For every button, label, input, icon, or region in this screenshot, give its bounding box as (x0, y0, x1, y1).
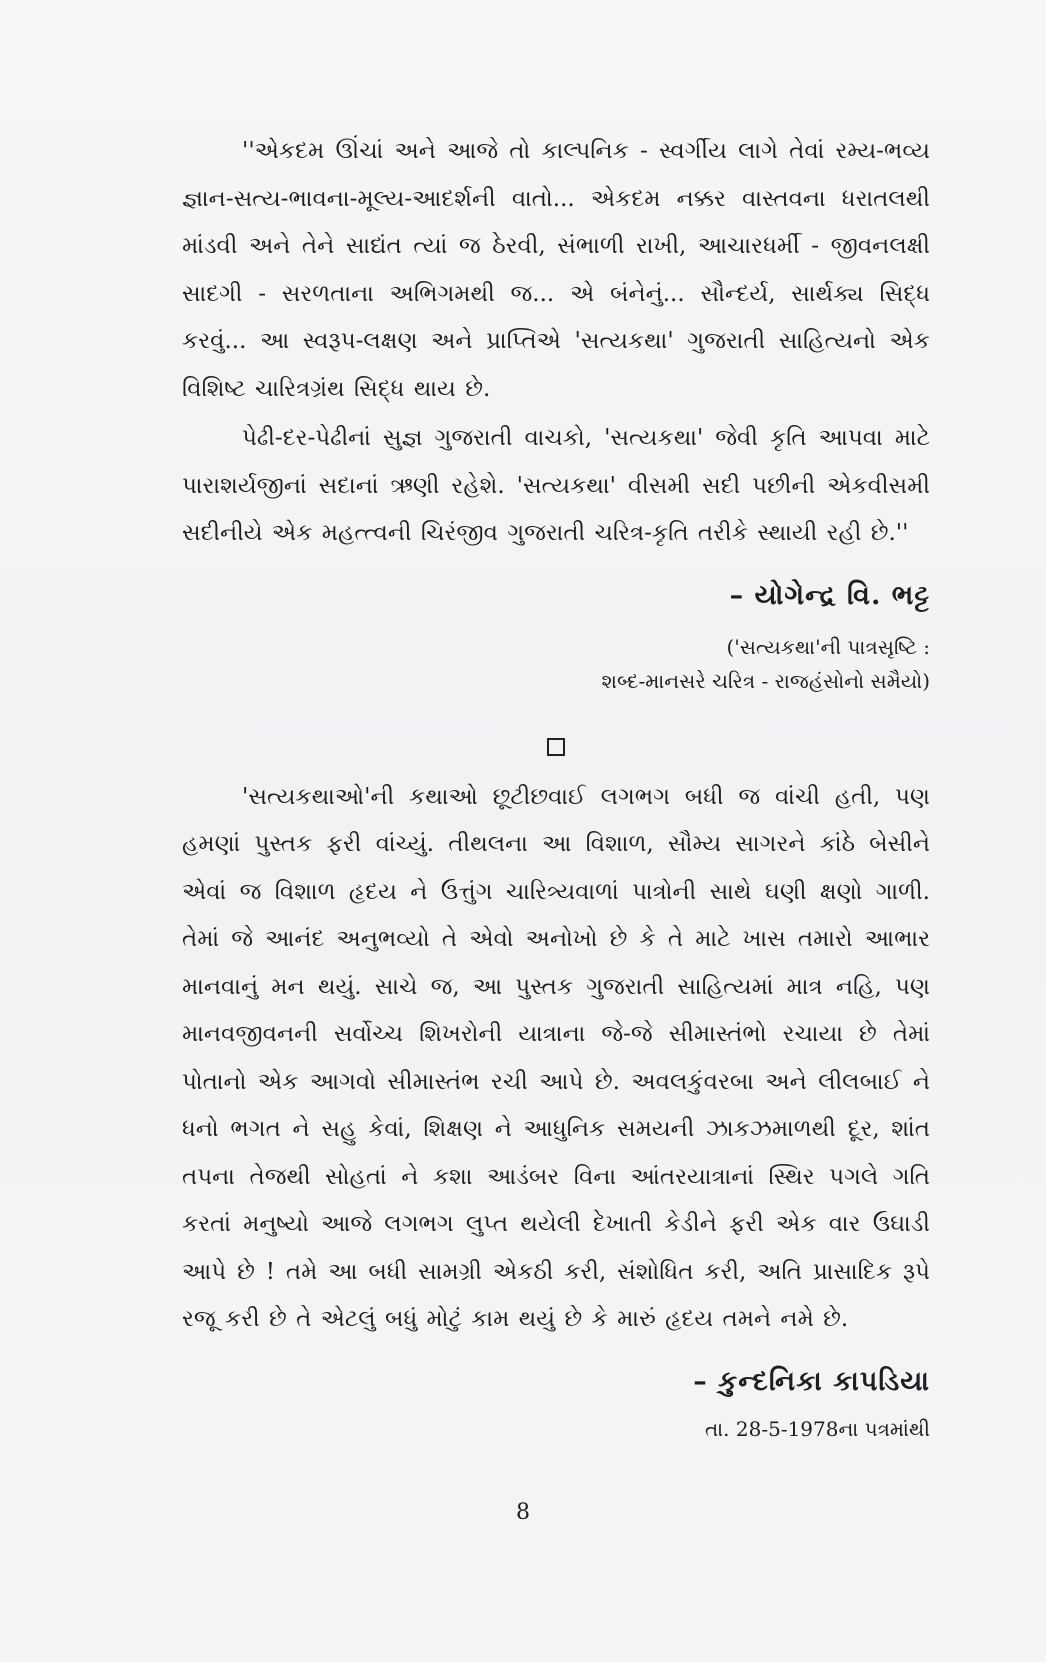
page-number: 8 (516, 1500, 530, 1525)
page-content (182, 128, 930, 1446)
section-divider-square-icon (547, 738, 565, 756)
quote-paragraph-1: ''એકદમ ઊંચાં અને આજે તો કાલ્પનિક - સ્વર્ગીય લાગે તેવાં રમ્ય-ભવ્ય જ્ઞાન-સત્ય-ભાવના-મૂલ્ય-આદર્શની વાતો... એકદમ નક્કર વાસ્તવના ધરાતલથી માંડવી અને તેને સાદ્યંત ત્યાં જ ઠેરવી, સંભાળી રાખી, આચારધર્મી - જીવનલક્ષી સાદગી - સરળતાના અભિગમથી જ... એ બંનેનું... સૌન્દર્ય, સાર્થક્ય સિદ્ધ કરવું... આ સ્વરૂપ-લક્ષણ અને પ્રાપ્તિએ 'સત્યકથા' ગુજરાતી સાહિત્યનો એક વિશિષ્ટ ચારિત્રગ્રંથ સિદ્ધ થાય છે. (182, 138, 930, 402)
signature-kundanika-kapadia: – કુન્દનિકા કાપડિયા (693, 1365, 930, 1397)
source-citation-line-2: શબ્દ-માનસરે ચરિત્ર - રાજહંસોનો સમૈયો) (601, 668, 930, 693)
quote-paragraph-2: પેઢી-દર-પેઢીનાં સુજ્ઞ ગુજરાતી વાચકો, 'સત્યકથા' જેવી કૃતિ આપવા માટે પારાશર્યજીનાં સદાનાં ઋણી રહેશે. 'સત્યકથા' વીસમી સદી પછીની એકવીસમી સદીનીયે એક મહત્ત્વની ચિરંજીવ ગુજરાતી ચરિત્ર-કૃતિ તરીકે સ્થાયી રહી છે.'' (182, 425, 930, 546)
source-citation-line-1: ('સત્યકથા'ની પાત્રસૃષ્ટિ : (726, 634, 930, 659)
signature-yogendra-bhatt: – યોગેન્દ્ર વિ. ભટ્ટ (729, 579, 930, 611)
letter-date-source: તા. 28-5-1978ના પત્રમાંથી (705, 1416, 930, 1441)
letter-paragraph: 'સત્યકથાઓ'ની કથાઓ છૂટીછવાઈ લગભગ બધી જ વાંચી હતી, પણ હમણાં પુસ્તક ફરી વાંચ્યું. તીથલના આ વિશાળ, સૌમ્ય સાગરને કાંઠે બેસીને એવાં જ વિશાળ હૃદય ને ઉત્તુંગ ચારિત્ર્યવાળાં પાત્રોની સાથે ઘણી ક્ષણો ગાળી. તેમાં જે આનંદ અનુભવ્યો તે એવો અનોખો છે કે તે માટે ખાસ તમારો આભાર માનવાનું મન થયું. સાચે જ, આ પુસ્તક ગુજરાતી સાહિત્યમાં માત્ર નહિ, પણ માનવજીવનની સર્વોચ્ચ શિખરોની યાત્રાના જે-જે સીમાસ્તંભો રચાયા છે તેમાં પોતાનો એક આગવો સીમાસ્તંભ રચી આપે છે. અવલકુંવરબા અને લીલબાઈ ને ધનો ભગત ને સહુ કેવાં, શિક્ષણ ને આધુનિક સમયની ઝાકઝમાળથી દૂર, શાંત તપના તેજથી સોહતાં ને કશા આડંબર વિના આંતરયાત્રાનાં સ્થિર પગલે ગતિ કરતાં મનુષ્યો આજે લગભગ લુપ્ત થયેલી દેખાતી કેડીને ફરી એક વાર ઉઘાડી આપે છે ! તમે આ બધી સામગ્રી એકઠી કરી, સંશોધિત કરી, અતિ પ્રાસાદિક રૂપે રજૂ કરી છે તે એટલું બધું મોટું કામ થયું છે કે મારું હૃદય તમને નમે છે. (182, 783, 931, 1332)
